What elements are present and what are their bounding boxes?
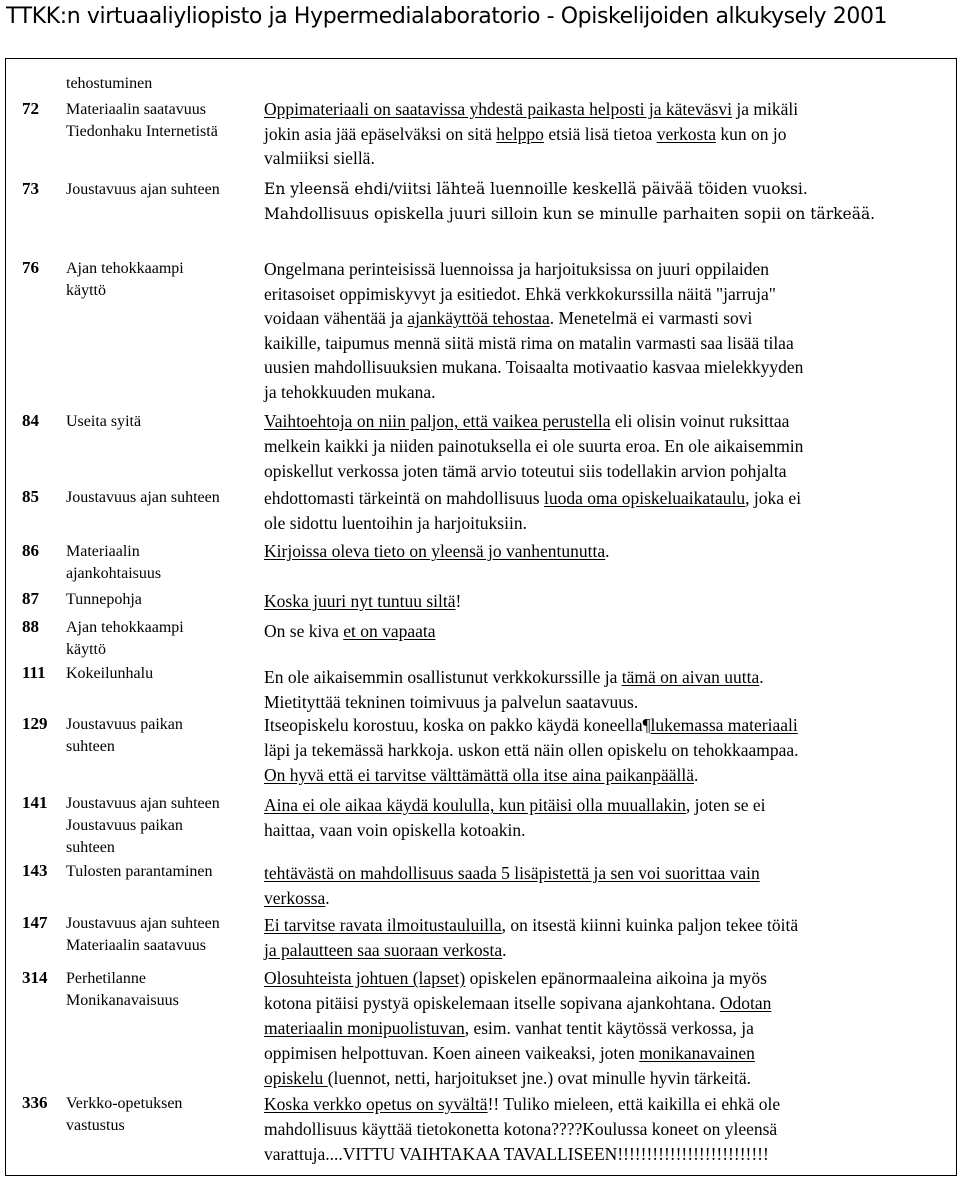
underlined-text: Kirjoissa oleva tieto on yleensä jo vanhentunutta <box>264 541 606 561</box>
comment-line <box>264 459 960 484</box>
underlined-text: et on vapaata <box>343 621 436 641</box>
row-category <box>66 793 276 859</box>
row-comment <box>264 966 960 1091</box>
comment-line <box>264 690 960 715</box>
comment-text: , on itsestä kiinni kuinka paljon tekee töitä <box>501 915 799 935</box>
row-comment <box>264 1092 960 1167</box>
row-comment <box>264 861 960 911</box>
row-number: 72 <box>22 99 39 118</box>
underlined-text: materiaalin monipuolistuvan <box>264 1018 465 1038</box>
category-line: käyttö <box>66 282 106 299</box>
row-comment <box>264 486 960 536</box>
category-line: Verkko-opetuksen <box>66 1095 183 1112</box>
underlined-text: tämä on aivan uutta <box>621 667 760 687</box>
row-comment <box>264 539 960 564</box>
row-category <box>66 663 276 685</box>
comment-text: ja tehokkuuden mukana. <box>264 381 436 402</box>
underlined-text: helppo <box>496 123 544 144</box>
row-category <box>66 589 276 611</box>
category-line: Tulosten parantaminen <box>66 863 213 880</box>
comment-text: oppimisen helpottuvan. Koen aineen vaikeaksi, joten <box>264 1043 640 1063</box>
row-category <box>66 541 276 585</box>
category-line: Joustavuus paikan <box>66 716 183 733</box>
comment-text: opiskelen epänormaaleina aikoina ja myös <box>465 968 767 988</box>
comment-line <box>264 1142 960 1167</box>
comment-line <box>264 665 960 690</box>
comment-line <box>264 434 960 459</box>
category-line: Joustavuus ajan suhteen <box>66 795 220 812</box>
comment-text: , joka ei <box>745 488 802 508</box>
row-number: 336 <box>22 1093 48 1112</box>
comment-text: etsiä lisä tietoa <box>543 123 657 144</box>
comment-line <box>264 886 960 911</box>
row-category <box>66 73 276 95</box>
comment-line <box>264 818 960 843</box>
underlined-text: opiskelu <box>264 1068 328 1088</box>
comment-text: ole sidottu luentoihin ja harjoituksiin. <box>264 513 527 533</box>
row-comment <box>264 97 960 171</box>
row-comment <box>264 713 960 788</box>
row-comment <box>264 913 960 963</box>
category-line: Joustavuus ajan suhteen <box>66 915 220 932</box>
row-number: 314 <box>22 968 48 987</box>
comment-line <box>264 619 960 644</box>
comment-text: haittaa, vaan voin opiskella kotoakin. <box>264 820 526 840</box>
comment-line <box>264 793 960 818</box>
category-line: Useita syitä <box>66 413 142 430</box>
comment-line <box>264 763 960 788</box>
category-line: ajankohtaisuus <box>66 565 162 582</box>
comment-line <box>264 122 960 147</box>
comment-line <box>264 177 960 202</box>
category-line: Materiaalin saatavuus <box>66 937 206 954</box>
comment-text: jokin asia jää epäselväksi on sitä <box>264 123 497 144</box>
category-line: Joustavuus ajan suhteen <box>66 181 220 198</box>
underlined-text: verkossa <box>264 888 326 908</box>
row-category <box>66 714 276 758</box>
comment-text: eli olisin voinut ruksittaa <box>610 411 790 431</box>
comment-text: eritasoiset oppimiskyvyt ja esitiedot. Ehkä verkkokurssilla näitä "jarruja" <box>264 283 776 304</box>
row-comment <box>264 409 960 484</box>
category-line: Materiaalin saatavuus <box>66 101 206 118</box>
category-line: Kokeilunhalu <box>66 665 154 682</box>
comment-text: , joten se ei <box>685 795 766 815</box>
row-number: 88 <box>22 617 39 636</box>
comment-line <box>264 282 960 307</box>
comment-line <box>264 1117 960 1142</box>
comment-text: !! Tuliko mieleen, että kaikilla ei ehkä ole <box>487 1094 781 1114</box>
row-category <box>66 1093 276 1137</box>
comment-text: Mietityttää tekninen toimivuus ja palvelun saatavuus. <box>264 691 639 712</box>
comment-line <box>264 861 960 886</box>
row-comment <box>264 793 960 843</box>
row-number: 141 <box>22 793 48 812</box>
comment-line <box>264 257 960 282</box>
comment-line <box>264 1041 960 1066</box>
comment-line <box>264 1016 960 1041</box>
comment-line <box>264 306 960 331</box>
category-line: vastustus <box>66 1117 125 1134</box>
comment-text: kotona pitäisi pystyä opiskelemaan itselle sopivana ajankohtana. <box>264 993 720 1013</box>
comment-text: , esim. vanhat tentit käytössä verkossa, ja <box>464 1018 754 1038</box>
comment-text: Itseopiskelu korostuu, koska on pakko käydä koneella¶ <box>264 715 651 735</box>
underlined-text: Ei tarvitse ravata ilmoitustauluilla <box>264 915 502 935</box>
comment-text: uusien mahdollisuuksien mukana. Toisaalta motivaatio kasvaa mielekkyyden <box>264 357 804 377</box>
row-category <box>66 411 276 433</box>
comment-text: opiskellut verkossa joten tämä arvio toteutui siis todellakin arvion pohjalta <box>264 461 787 481</box>
category-line: Joustavuus paikan <box>66 817 183 834</box>
survey-table <box>5 58 957 1176</box>
comment-line <box>264 1092 960 1117</box>
comment-line <box>264 589 960 614</box>
comment-text: ja mikäli <box>731 99 799 119</box>
row-comment <box>264 619 960 644</box>
category-line: Tiedonhaku Internetistä <box>66 123 218 140</box>
category-line: Ajan tehokkaampi <box>66 260 184 277</box>
comment-text: En yleensä ehdi/viitsi lähteä luennoille keskellä päivää töiden vuoksi. <box>264 180 808 198</box>
comment-text: varattuja....VITTU VAIHTAKAA TAVALLISEEN!!!!!!!!!!!!!!!!!!!!!!!!!! <box>264 1144 769 1164</box>
comment-line <box>264 1066 960 1091</box>
comment-text: En ole aikaisemmin osallistunut verkkokurssille ja <box>264 667 622 687</box>
comment-line <box>264 511 960 536</box>
comment-text: On se kiva <box>264 621 344 641</box>
row-number: 73 <box>22 179 39 198</box>
underlined-text: On hyvä että ei tarvitse välttämättä olla itse aina paikanpäällä <box>264 765 695 785</box>
comment-text: Mahdollisuus opiskella juuri silloin kun se minulle parhaiten sopii on tärkeää. <box>264 204 876 223</box>
comment-text: läpi ja tekemässä harkkoja. uskon että näin ollen opiskelu on tehokkaampaa. <box>264 740 799 760</box>
row-number: 111 <box>22 663 46 682</box>
underlined-text: Aina ei ole aikaa käydä koululla, kun pitäisi olla muuallakin <box>264 795 686 815</box>
row-category <box>66 861 276 883</box>
comment-line <box>264 380 960 405</box>
underlined-text: Odotan <box>719 993 772 1013</box>
underlined-text: monikanavainen <box>639 1043 755 1063</box>
comment-line <box>264 355 960 380</box>
comment-line <box>264 913 960 938</box>
row-number: 85 <box>22 487 39 506</box>
comment-line <box>264 991 960 1016</box>
comment-line <box>264 966 960 991</box>
comment-text: valmiiksi siellä. <box>264 148 375 168</box>
comment-text: ehdottomasti tärkeintä on mahdollisuus <box>264 488 544 508</box>
row-category <box>66 258 276 302</box>
comment-line <box>264 146 960 171</box>
comment-text: kaikille, taipumus mennä siitä mistä rima on matalin varmasti saa lisää tilaa <box>264 332 794 353</box>
row-number: 129 <box>22 714 48 733</box>
underlined-text: luoda oma opiskeluaikataulu <box>543 488 746 508</box>
category-line: käyttö <box>66 641 106 658</box>
underlined-text: ja palautteen saa suoraan verkosta <box>264 940 503 960</box>
row-comment <box>264 589 960 614</box>
underlined-text: Koska juuri nyt tuntuu siltä <box>264 591 456 611</box>
row-category <box>66 617 276 661</box>
category-line: Materiaalin <box>66 543 140 560</box>
underlined-text: Olosuhteista johtuen (lapset) <box>264 968 466 988</box>
category-line: tehostuminen <box>66 75 153 92</box>
category-line: Perhetilanne <box>66 970 146 987</box>
category-line: Joustavuus ajan suhteen <box>66 489 220 506</box>
underlined-text: verkosta <box>656 123 716 144</box>
row-category <box>66 968 276 1012</box>
comment-line <box>264 713 960 738</box>
comment-text: voidaan vähentää ja <box>264 308 408 328</box>
row-number: 143 <box>22 861 48 880</box>
underlined-text: tehtävästä on mahdollisuus saada 5 lisäpistettä ja sen voi suorittaa vain <box>264 863 760 883</box>
comment-line <box>264 97 960 122</box>
row-category <box>66 179 276 201</box>
comment-line <box>264 539 960 564</box>
category-line: Tunnepohja <box>66 591 142 608</box>
row-category <box>66 99 276 143</box>
comment-text: (luennot, netti, harjoitukset jne.) ovat minulle hyvin tärkeitä. <box>327 1068 751 1088</box>
underlined-text: ajankäyttöä tehostaa <box>407 308 550 328</box>
row-number: 87 <box>22 589 39 608</box>
category-line: Ajan tehokkaampi <box>66 619 184 636</box>
comment-line <box>264 202 960 227</box>
comment-text: . <box>694 765 699 785</box>
comment-text: . <box>605 541 610 561</box>
underlined-text: Oppimateriaali on saatavissa yhdestä paikasta helposti ja käteväsvi <box>264 99 732 119</box>
comment-line <box>264 409 960 434</box>
comment-text: kun on jo <box>715 123 787 144</box>
category-line: suhteen <box>66 738 115 755</box>
comment-text: . <box>759 667 764 687</box>
comment-text: . <box>325 888 330 908</box>
row-number: 86 <box>22 541 39 560</box>
row-comment <box>264 257 960 404</box>
comment-text: Ongelmana perinteisissä luennoissa ja harjoituksissa on juuri oppilaiden <box>264 259 769 279</box>
comment-text: mahdollisuus käyttää tietokonetta kotona????Koulussa koneet on yleensä <box>264 1119 778 1139</box>
underlined-text: lukemassa materiaali <box>650 715 798 735</box>
underlined-text: Koska verkko opetus on syvältä <box>264 1094 488 1114</box>
row-category <box>66 913 276 957</box>
comment-line <box>264 738 960 763</box>
row-comment <box>264 665 960 714</box>
row-category <box>66 487 276 509</box>
row-number: 147 <box>22 913 48 932</box>
row-number: 84 <box>22 411 39 430</box>
underlined-text: Vaihtoehtoja on niin paljon, että vaikea perustella <box>264 411 611 431</box>
comment-text: melkein kaikki ja niiden painotuksella ei ole suurta eroa. En ole aikaisemmin <box>264 436 804 456</box>
category-line: suhteen <box>66 839 115 856</box>
page-title: TTKK:n virtuaaliyliopisto ja Hypermedialaboratorio - Opiskelijoiden alkukysely 2001 <box>6 4 888 29</box>
comment-line <box>264 486 960 511</box>
comment-line <box>264 331 960 356</box>
category-line: Monikanavaisuus <box>66 992 179 1009</box>
comment-text: . Menetelmä ei varmasti sovi <box>549 308 753 328</box>
comment-line <box>264 938 960 963</box>
row-number: 76 <box>22 258 39 277</box>
comment-text: . <box>502 940 507 960</box>
comment-text: ! <box>455 591 462 611</box>
row-comment <box>264 177 960 226</box>
